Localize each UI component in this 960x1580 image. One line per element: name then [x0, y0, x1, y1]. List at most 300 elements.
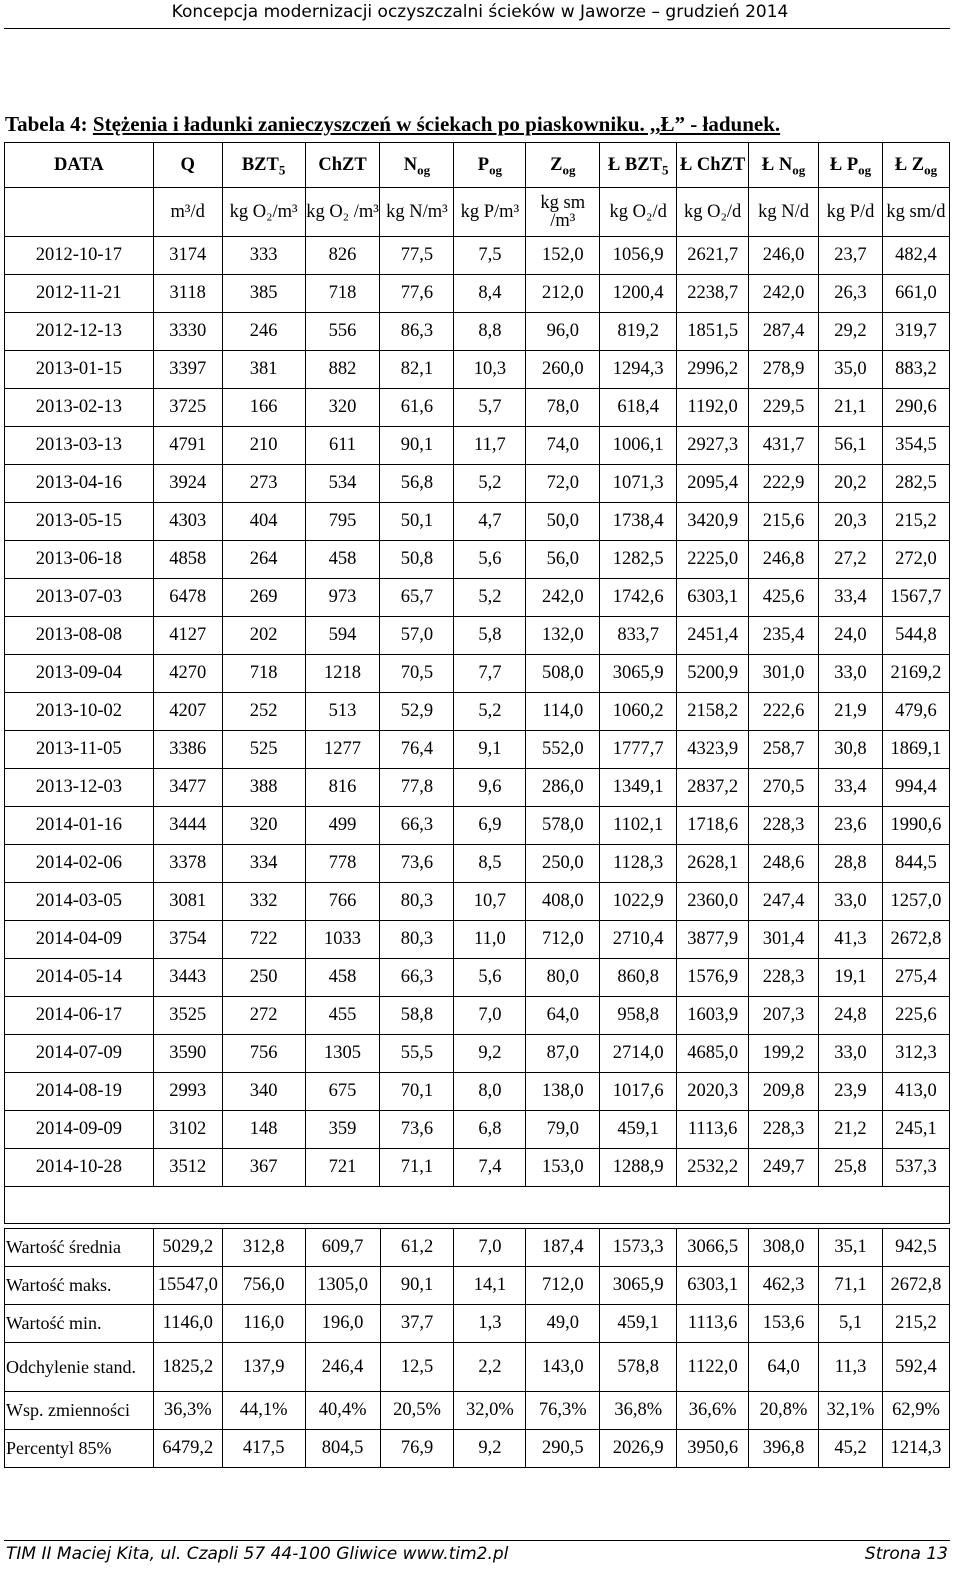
table-cell: 1718,6 — [677, 807, 749, 845]
stats-label: Wsp. zmienności — [5, 1392, 154, 1430]
table-cell: 56,8 — [380, 465, 454, 503]
table-cell: 1576,9 — [677, 959, 749, 997]
row-date: 2013-08-08 — [5, 617, 154, 655]
row-date: 2014-08-19 — [5, 1073, 154, 1111]
table-cell: 33,4 — [819, 579, 883, 617]
table-cell: 883,2 — [882, 351, 949, 389]
table-cell: 245,1 — [882, 1111, 949, 1149]
table-cell: 33,0 — [819, 655, 883, 693]
table-cell: 1071,3 — [600, 465, 677, 503]
table-row — [5, 845, 950, 883]
table-cell: 2532,2 — [677, 1149, 749, 1187]
unit-date — [5, 188, 154, 237]
table-cell: 860,8 — [600, 959, 677, 997]
table-cell: 3102 — [153, 1111, 222, 1149]
stats-cell: 20,5% — [380, 1392, 454, 1430]
column-header: Ł ChZT — [677, 143, 749, 188]
table-cell: 3174 — [153, 237, 222, 275]
stats-cell: 1573,3 — [600, 1229, 677, 1267]
table-cell: 1282,5 — [600, 541, 677, 579]
stats-cell: 76,3% — [526, 1392, 600, 1430]
table-cell: 3378 — [153, 845, 222, 883]
data-body — [5, 237, 950, 1224]
table-cell: 10,7 — [454, 883, 526, 921]
table-cell: 718 — [305, 275, 380, 313]
table-title-lead: Tabela 4: — [5, 112, 93, 136]
stats-cell: 40,4% — [305, 1392, 380, 1430]
table-cell: 50,0 — [526, 503, 600, 541]
row-date: 2014-02-06 — [5, 845, 154, 883]
unit-bzt: kg O₂/m³ — [222, 188, 305, 237]
spacer-cell — [5, 1187, 950, 1224]
column-header-sub: 5 — [278, 162, 286, 178]
table-cell: 11,0 — [454, 921, 526, 959]
table-cell: 320 — [305, 389, 380, 427]
table-cell: 3477 — [153, 769, 222, 807]
table-cell: 77,8 — [380, 769, 454, 807]
unit-q: m³/d — [153, 188, 222, 237]
row-date: 2013-12-03 — [5, 769, 154, 807]
table-cell: 3330 — [153, 313, 222, 351]
stats-cell: 459,1 — [600, 1305, 677, 1343]
table-cell: 166 — [222, 389, 305, 427]
stats-cell: 1,3 — [454, 1305, 526, 1343]
table-cell: 319,7 — [882, 313, 949, 351]
table-cell: 618,4 — [600, 389, 677, 427]
table-cell: 80,0 — [526, 959, 600, 997]
table-cell: 718 — [222, 655, 305, 693]
stats-cell: 712,0 — [526, 1267, 600, 1305]
stats-cell: 44,1% — [222, 1392, 305, 1430]
stats-cell: 15547,0 — [153, 1267, 222, 1305]
table-cell: 56,1 — [819, 427, 883, 465]
table-row — [5, 959, 950, 997]
column-header: $BZT_5$ — [222, 143, 305, 188]
stats-cell: 153,6 — [749, 1305, 819, 1343]
table-row — [5, 541, 950, 579]
table-cell: 87,0 — [526, 1035, 600, 1073]
stats-cell: 61,2 — [380, 1229, 454, 1267]
table-cell: 973 — [305, 579, 380, 617]
table-cell: 222,9 — [749, 465, 819, 503]
table-row — [5, 465, 950, 503]
table-cell: 994,4 — [882, 769, 949, 807]
table-cell: 1257,0 — [882, 883, 949, 921]
table-cell: 6,8 — [454, 1111, 526, 1149]
table-cell: 3877,9 — [677, 921, 749, 959]
stats-cell: 756,0 — [222, 1267, 305, 1305]
table-cell: 1218 — [305, 655, 380, 693]
table-cell: 534 — [305, 465, 380, 503]
table-cell: 2672,8 — [882, 921, 949, 959]
table-cell: 2927,3 — [677, 427, 749, 465]
table-cell: 544,8 — [882, 617, 949, 655]
stats-cell: 3066,5 — [677, 1229, 749, 1267]
stats-cell: 45,2 — [819, 1430, 883, 1468]
table-cell: 3754 — [153, 921, 222, 959]
table-cell: 25,8 — [819, 1149, 883, 1187]
table-cell: 513 — [305, 693, 380, 731]
table-cell: 138,0 — [526, 1073, 600, 1111]
table-cell: 3420,9 — [677, 503, 749, 541]
table-cell: 1033 — [305, 921, 380, 959]
table-cell: 55,5 — [380, 1035, 454, 1073]
table-cell: 3725 — [153, 389, 222, 427]
table-cell: 431,7 — [749, 427, 819, 465]
stats-label: Wartość min. — [5, 1305, 154, 1343]
table-cell: 1022,9 — [600, 883, 677, 921]
table-cell: 882 — [305, 351, 380, 389]
stats-row — [5, 1267, 950, 1305]
table-cell: 209,8 — [749, 1073, 819, 1111]
table-cell: 833,7 — [600, 617, 677, 655]
table-cell: 246 — [222, 313, 305, 351]
stats-label: Wartość maks. — [5, 1267, 154, 1305]
unit-header-row — [5, 188, 950, 237]
column-header: ChZT — [305, 143, 380, 188]
table-row — [5, 769, 950, 807]
stats-cell: 36,3% — [153, 1392, 222, 1430]
stats-cell: 609,7 — [305, 1229, 380, 1267]
table-cell: 80,3 — [380, 921, 454, 959]
table-cell: 210 — [222, 427, 305, 465]
column-header-sub: og — [417, 162, 431, 178]
table-cell: 5,7 — [454, 389, 526, 427]
table-row — [5, 921, 950, 959]
column-header: DATA — [5, 143, 154, 188]
stats-cell: 71,1 — [819, 1267, 883, 1305]
table-cell: 8,5 — [454, 845, 526, 883]
column-header: Ł $BZT_5$ — [600, 143, 677, 188]
stats-cell: 76,9 — [380, 1430, 454, 1468]
table-row — [5, 693, 950, 731]
table-cell: 3924 — [153, 465, 222, 503]
table-cell: 1851,5 — [677, 313, 749, 351]
table-cell: 2996,2 — [677, 351, 749, 389]
table-cell: 273 — [222, 465, 305, 503]
table-cell: 1277 — [305, 731, 380, 769]
table-cell: 425,6 — [749, 579, 819, 617]
table-cell: 5,2 — [454, 693, 526, 731]
table-cell: 114,0 — [526, 693, 600, 731]
table-row — [5, 313, 950, 351]
unit-chzt: kg O₂ /m³ — [305, 188, 380, 237]
stats-cell: 2026,9 — [600, 1430, 677, 1468]
table-cell: 359 — [305, 1111, 380, 1149]
column-header: $N_{og}$ — [380, 143, 454, 188]
unit-n: kg N/m³ — [380, 188, 454, 237]
table-cell: 199,2 — [749, 1035, 819, 1073]
table-cell: 21,2 — [819, 1111, 883, 1149]
stats-cell: 396,8 — [749, 1430, 819, 1468]
table-cell: 408,0 — [526, 883, 600, 921]
table-cell: 66,3 — [380, 959, 454, 997]
column-header-sub: og — [924, 162, 938, 178]
table-cell: 248,6 — [749, 845, 819, 883]
table-cell: 611 — [305, 427, 380, 465]
table-cell: 27,2 — [819, 541, 883, 579]
table-cell: 74,0 — [526, 427, 600, 465]
table-cell: 388 — [222, 769, 305, 807]
table-cell: 9,6 — [454, 769, 526, 807]
table-cell: 3590 — [153, 1035, 222, 1073]
table-cell: 76,4 — [380, 731, 454, 769]
column-header-sub: 5 — [661, 162, 669, 178]
table-row — [5, 389, 950, 427]
table-row — [5, 579, 950, 617]
table-cell: 19,1 — [819, 959, 883, 997]
table-cell: 1567,7 — [882, 579, 949, 617]
stats-cell: 64,0 — [749, 1343, 819, 1392]
table-cell: 207,3 — [749, 997, 819, 1035]
table-cell: 9,2 — [454, 1035, 526, 1073]
table-cell: 413,0 — [882, 1073, 949, 1111]
stats-cell: 36,6% — [677, 1392, 749, 1430]
stats-cell: 143,0 — [526, 1343, 600, 1392]
table-cell: 33,4 — [819, 769, 883, 807]
table-cell: 333 — [222, 237, 305, 275]
table-cell: 1305 — [305, 1035, 380, 1073]
table-cell: 537,3 — [882, 1149, 949, 1187]
table-cell: 264 — [222, 541, 305, 579]
table-cell: 50,1 — [380, 503, 454, 541]
table-cell: 86,3 — [380, 313, 454, 351]
table-cell: 552,0 — [526, 731, 600, 769]
table-cell: 1017,6 — [600, 1073, 677, 1111]
table-cell: 2993 — [153, 1073, 222, 1111]
table-cell: 23,9 — [819, 1073, 883, 1111]
table-cell: 1113,6 — [677, 1111, 749, 1149]
table-cell: 228,3 — [749, 959, 819, 997]
table-cell: 80,3 — [380, 883, 454, 921]
column-header-row — [5, 143, 950, 188]
table-cell: 270,5 — [749, 769, 819, 807]
stats-label: Percentyl 85% — [5, 1430, 154, 1468]
table-cell: 312,3 — [882, 1035, 949, 1073]
table-cell: 56,0 — [526, 541, 600, 579]
unit-p: kg P/m³ — [454, 188, 526, 237]
table-cell: 7,7 — [454, 655, 526, 693]
table-cell: 482,4 — [882, 237, 949, 275]
stats-cell: 49,0 — [526, 1305, 600, 1343]
table-cell: 2360,0 — [677, 883, 749, 921]
stats-cell: 3065,9 — [600, 1267, 677, 1305]
stats-cell: 36,8% — [600, 1392, 677, 1430]
table-cell: 1738,4 — [600, 503, 677, 541]
table-cell: 301,4 — [749, 921, 819, 959]
table-cell: 242,0 — [526, 579, 600, 617]
table-cell: 148 — [222, 1111, 305, 1149]
row-date: 2014-05-14 — [5, 959, 154, 997]
table-cell: 340 — [222, 1073, 305, 1111]
table-cell: 24,0 — [819, 617, 883, 655]
table-cell: 71,1 — [380, 1149, 454, 1187]
table-cell: 5,2 — [454, 465, 526, 503]
row-date: 2014-09-09 — [5, 1111, 154, 1149]
column-header: Ł $P_{og}$ — [819, 143, 883, 188]
table-cell: 6303,1 — [677, 579, 749, 617]
table-cell: 404 — [222, 503, 305, 541]
table-cell: 5,8 — [454, 617, 526, 655]
table-cell: 3118 — [153, 275, 222, 313]
table-cell: 132,0 — [526, 617, 600, 655]
table-cell: 5,6 — [454, 541, 526, 579]
table-cell: 3444 — [153, 807, 222, 845]
table-cell: 2837,2 — [677, 769, 749, 807]
table-cell: 73,6 — [380, 845, 454, 883]
stats-cell: 462,3 — [749, 1267, 819, 1305]
table-cell: 20,3 — [819, 503, 883, 541]
stats-cell: 3950,6 — [677, 1430, 749, 1468]
table-cell: 826 — [305, 237, 380, 275]
table-cell: 247,4 — [749, 883, 819, 921]
table-cell: 5,6 — [454, 959, 526, 997]
stats-cell: 1305,0 — [305, 1267, 380, 1305]
table-cell: 778 — [305, 845, 380, 883]
table-cell: 282,5 — [882, 465, 949, 503]
row-date: 2014-07-09 — [5, 1035, 154, 1073]
table-cell: 499 — [305, 807, 380, 845]
table-cell: 4858 — [153, 541, 222, 579]
table-cell: 8,0 — [454, 1073, 526, 1111]
table-row — [5, 1035, 950, 1073]
table-cell: 242,0 — [749, 275, 819, 313]
table-cell: 816 — [305, 769, 380, 807]
table-cell: 3397 — [153, 351, 222, 389]
table-cell: 275,4 — [882, 959, 949, 997]
table-cell: 819,2 — [600, 313, 677, 351]
table-cell: 229,5 — [749, 389, 819, 427]
table-cell: 2628,1 — [677, 845, 749, 883]
stats-row — [5, 1229, 950, 1267]
table-cell: 301,0 — [749, 655, 819, 693]
page-header: Koncepcja modernizacji oczyszczalni ścieków w Jaworze – grudzień 2014 — [171, 2, 789, 22]
stats-cell: 215,2 — [882, 1305, 949, 1343]
unit-l-bzt: kg O₂/d — [600, 188, 677, 237]
stats-cell: 6479,2 — [153, 1430, 222, 1468]
column-header-sub: og — [489, 162, 502, 178]
table-cell: 3386 — [153, 731, 222, 769]
table-cell: 2169,2 — [882, 655, 949, 693]
stats-cell: 5029,2 — [153, 1229, 222, 1267]
table-cell: 9,1 — [454, 731, 526, 769]
table-cell: 73,6 — [380, 1111, 454, 1149]
stats-cell: 804,5 — [305, 1430, 380, 1468]
table-cell: 258,7 — [749, 731, 819, 769]
table-cell: 5,2 — [454, 579, 526, 617]
table-cell: 4207 — [153, 693, 222, 731]
table-cell: 79,0 — [526, 1111, 600, 1149]
table-row — [5, 883, 950, 921]
table-cell: 11,7 — [454, 427, 526, 465]
table-cell: 795 — [305, 503, 380, 541]
table-cell: 61,6 — [380, 389, 454, 427]
column-header-sub: og — [858, 162, 872, 178]
stats-cell: 1122,0 — [677, 1343, 749, 1392]
table-cell: 20,2 — [819, 465, 883, 503]
stats-cell: 1825,2 — [153, 1343, 222, 1392]
table-cell: 1006,1 — [600, 427, 677, 465]
stats-cell: 7,0 — [454, 1229, 526, 1267]
table-cell: 77,5 — [380, 237, 454, 275]
column-header: Ł $N_{og}$ — [749, 143, 819, 188]
stats-cell: 9,2 — [454, 1430, 526, 1468]
table-row — [5, 807, 950, 845]
table-cell: 712,0 — [526, 921, 600, 959]
table-cell: 1777,7 — [600, 731, 677, 769]
table-cell: 96,0 — [526, 313, 600, 351]
table-cell: 844,5 — [882, 845, 949, 883]
row-date: 2013-11-05 — [5, 731, 154, 769]
table-cell: 1742,6 — [600, 579, 677, 617]
table-cell: 222,6 — [749, 693, 819, 731]
table-cell: 4,7 — [454, 503, 526, 541]
stats-cell: 2672,8 — [882, 1267, 949, 1305]
table-cell: 23,7 — [819, 237, 883, 275]
table-cell: 1200,4 — [600, 275, 677, 313]
table-cell: 70,1 — [380, 1073, 454, 1111]
table-cell: 332 — [222, 883, 305, 921]
table-cell: 52,9 — [380, 693, 454, 731]
table-cell: 2714,0 — [600, 1035, 677, 1073]
stats-cell: 942,5 — [882, 1229, 949, 1267]
stats-cell: 11,3 — [819, 1343, 883, 1392]
table-cell: 1349,1 — [600, 769, 677, 807]
statistics-table — [4, 1228, 950, 1468]
table-cell: 3525 — [153, 997, 222, 1035]
table-cell: 721 — [305, 1149, 380, 1187]
table-cell: 661,0 — [882, 275, 949, 313]
table-cell: 334 — [222, 845, 305, 883]
table-cell: 4270 — [153, 655, 222, 693]
row-date: 2014-04-09 — [5, 921, 154, 959]
table-cell: 260,0 — [526, 351, 600, 389]
table-cell: 2020,3 — [677, 1073, 749, 1111]
table-cell: 2158,2 — [677, 693, 749, 731]
table-cell: 6478 — [153, 579, 222, 617]
stats-cell: 290,5 — [526, 1430, 600, 1468]
table-cell: 225,6 — [882, 997, 949, 1035]
row-date: 2014-10-28 — [5, 1149, 154, 1187]
stats-cell: 37,7 — [380, 1305, 454, 1343]
column-header-sub: og — [562, 162, 576, 178]
table-cell: 766 — [305, 883, 380, 921]
table-cell: 381 — [222, 351, 305, 389]
table-row — [5, 503, 950, 541]
footer-company: TIM II Maciej Kita, ul. Czapli 57 44-100 Gliwice www.tim2.pl — [6, 1544, 509, 1564]
table-cell: 2451,4 — [677, 617, 749, 655]
row-date: 2012-10-17 — [5, 237, 154, 275]
stats-cell: 417,5 — [222, 1430, 305, 1468]
table-cell: 675 — [305, 1073, 380, 1111]
table-cell: 35,0 — [819, 351, 883, 389]
table-cell: 1288,9 — [600, 1149, 677, 1187]
table-cell: 212,0 — [526, 275, 600, 313]
table-cell: 26,3 — [819, 275, 883, 313]
stats-row — [5, 1430, 950, 1468]
table-cell: 1056,9 — [600, 237, 677, 275]
table-cell: 722 — [222, 921, 305, 959]
row-date: 2013-04-16 — [5, 465, 154, 503]
table-cell: 958,8 — [600, 997, 677, 1035]
table-cell: 525 — [222, 731, 305, 769]
table-cell: 272,0 — [882, 541, 949, 579]
table-row — [5, 275, 950, 313]
column-header: Ł $Z_{og}$ — [882, 143, 949, 188]
row-date: 2013-10-02 — [5, 693, 154, 731]
stats-cell: 32,0% — [454, 1392, 526, 1430]
table-cell: 33,0 — [819, 883, 883, 921]
